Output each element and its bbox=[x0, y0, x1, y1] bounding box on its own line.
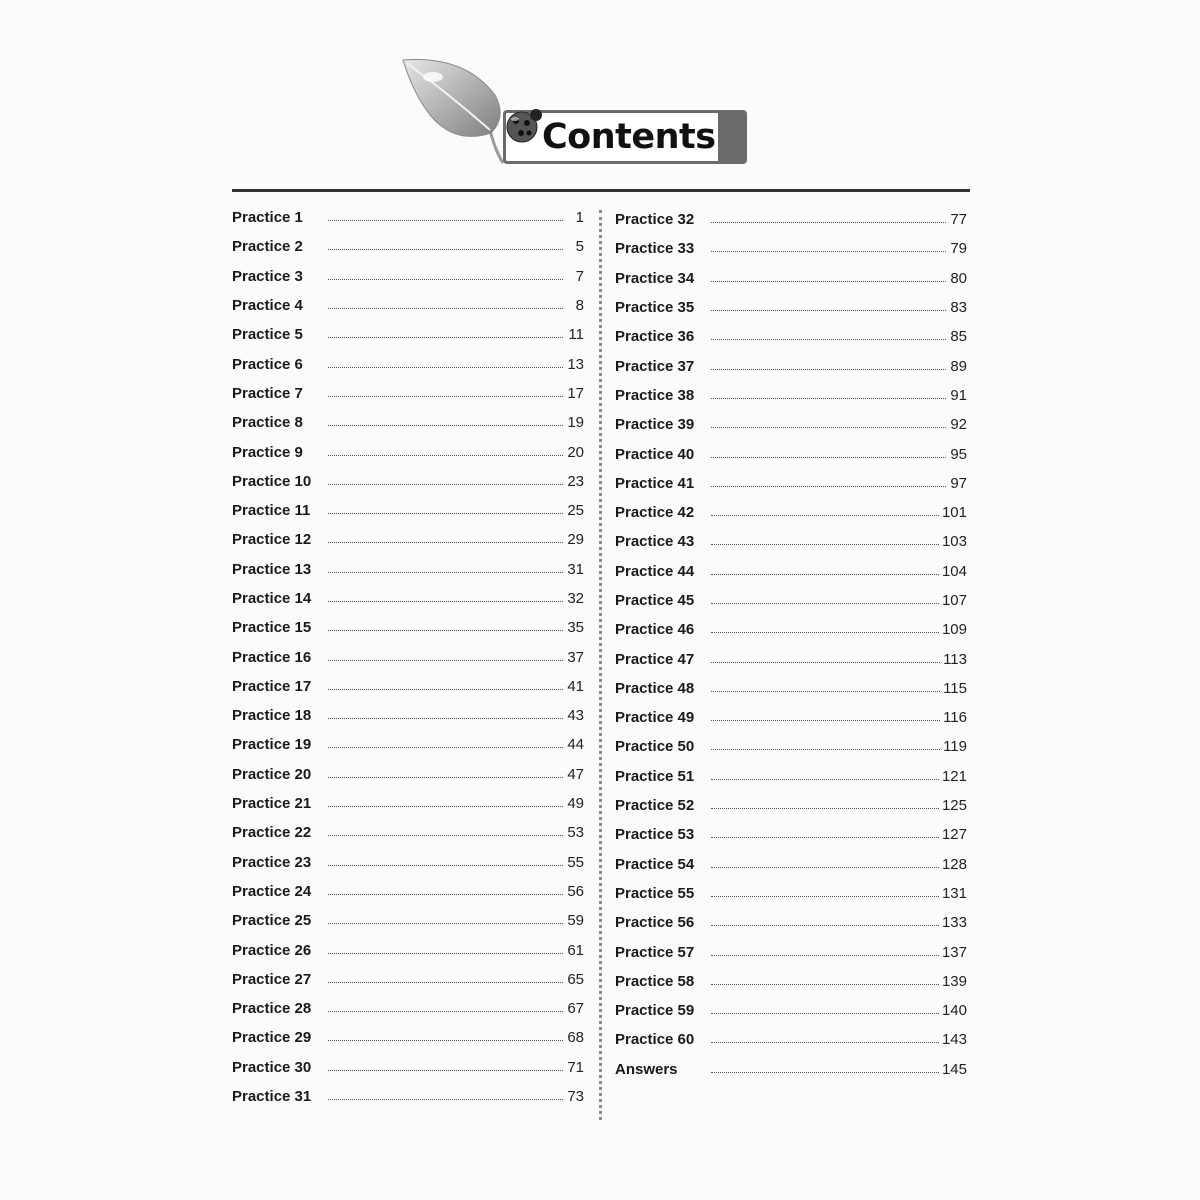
toc-entry[interactable] bbox=[232, 408, 584, 437]
dot-leader bbox=[711, 779, 939, 780]
header-rule bbox=[232, 189, 970, 192]
toc-entry-label: Practice 6 bbox=[232, 355, 303, 373]
contents-column-right bbox=[615, 205, 967, 1084]
dot-leader bbox=[328, 337, 563, 338]
toc-entry[interactable] bbox=[232, 613, 584, 642]
toc-entry[interactable] bbox=[232, 349, 584, 378]
toc-entry-label: Practice 53 bbox=[615, 826, 695, 844]
toc-entry-label: Practice 47 bbox=[615, 650, 695, 668]
dot-leader bbox=[711, 925, 939, 926]
toc-entry[interactable] bbox=[615, 850, 967, 879]
toc-entry[interactable] bbox=[232, 203, 584, 232]
dot-leader bbox=[711, 837, 939, 838]
toc-entry-label: Practice 24 bbox=[232, 882, 312, 900]
dot-leader bbox=[711, 955, 939, 956]
toc-entry[interactable] bbox=[615, 439, 967, 468]
dot-leader bbox=[328, 1011, 563, 1012]
toc-entry-page-number: 73 bbox=[567, 1088, 584, 1106]
toc-entry[interactable] bbox=[232, 1023, 584, 1052]
toc-entry-page-number: 80 bbox=[950, 269, 967, 287]
toc-entry-label: Practice 16 bbox=[232, 648, 312, 666]
toc-entry-page-number: 101 bbox=[941, 504, 967, 522]
dot-leader bbox=[328, 484, 563, 485]
dot-leader bbox=[711, 896, 939, 897]
toc-entry[interactable] bbox=[232, 672, 584, 701]
toc-entry-page-number: 5 bbox=[575, 238, 584, 256]
dot-leader bbox=[711, 720, 940, 721]
toc-entry-page-number: 53 bbox=[567, 824, 584, 842]
toc-entry[interactable] bbox=[615, 967, 967, 996]
toc-entry-page-number: 7 bbox=[575, 267, 584, 285]
toc-entry-label: Practice 1 bbox=[232, 209, 303, 227]
toc-entry-label: Practice 22 bbox=[232, 824, 312, 842]
toc-entry-label: Practice 54 bbox=[615, 855, 695, 873]
toc-entry-label: Practice 39 bbox=[615, 416, 695, 434]
toc-entry-page-number: 19 bbox=[567, 414, 584, 432]
toc-entry[interactable] bbox=[232, 848, 584, 877]
toc-entry[interactable] bbox=[232, 291, 584, 320]
toc-entry[interactable] bbox=[232, 730, 584, 759]
dot-leader bbox=[711, 222, 946, 223]
toc-entry[interactable] bbox=[232, 525, 584, 554]
toc-entry-page-number: 107 bbox=[941, 592, 967, 609]
toc-entry[interactable] bbox=[232, 262, 584, 291]
dot-leader bbox=[328, 425, 563, 426]
title-box-shade bbox=[718, 113, 744, 161]
toc-entry-label: Practice 34 bbox=[615, 269, 695, 287]
toc-entry-label: Practice 55 bbox=[615, 884, 695, 902]
dot-leader bbox=[328, 777, 563, 778]
dot-leader bbox=[328, 308, 563, 309]
dot-leader bbox=[328, 835, 563, 836]
toc-entry[interactable] bbox=[615, 381, 967, 410]
toc-entry-label: Practice 36 bbox=[615, 328, 695, 346]
dot-leader bbox=[711, 867, 939, 868]
dot-leader bbox=[328, 630, 563, 631]
dot-leader bbox=[711, 749, 940, 750]
toc-entry[interactable] bbox=[615, 908, 967, 937]
toc-entry[interactable] bbox=[232, 994, 584, 1023]
toc-entry[interactable] bbox=[232, 760, 584, 789]
toc-entry-label: Practice 49 bbox=[615, 709, 695, 727]
toc-entry-label: Practice 56 bbox=[615, 914, 695, 932]
dot-leader bbox=[328, 1040, 563, 1041]
toc-entry-page-number: 79 bbox=[950, 240, 967, 258]
dot-leader bbox=[711, 808, 939, 809]
toc-entry-page-number: 41 bbox=[567, 677, 584, 695]
dot-leader bbox=[711, 691, 940, 692]
dot-leader bbox=[328, 923, 563, 924]
toc-entry[interactable] bbox=[232, 642, 584, 671]
toc-entry[interactable] bbox=[615, 557, 967, 586]
toc-entry[interactable] bbox=[615, 791, 967, 820]
toc-entry-label: Practice 33 bbox=[615, 240, 695, 258]
contents-header bbox=[395, 55, 755, 175]
toc-entry-page-number: 59 bbox=[567, 912, 584, 930]
toc-entry[interactable] bbox=[615, 527, 967, 556]
toc-entry-label: Practice 58 bbox=[615, 972, 695, 990]
toc-entry-page-number: 55 bbox=[567, 853, 584, 871]
toc-entry-label: Practice 48 bbox=[615, 679, 695, 697]
toc-entry-label: Practice 12 bbox=[232, 531, 312, 549]
toc-entry[interactable] bbox=[232, 906, 584, 935]
dot-leader bbox=[711, 544, 939, 545]
toc-entry-page-number: 116 bbox=[943, 709, 967, 727]
toc-entry-page-number: 32 bbox=[567, 590, 584, 607]
toc-entry-label: Practice 25 bbox=[232, 912, 312, 930]
toc-entry[interactable] bbox=[232, 232, 584, 261]
toc-entry-page-number: 121 bbox=[941, 767, 967, 785]
dot-leader bbox=[711, 632, 939, 633]
dot-leader bbox=[328, 249, 563, 250]
toc-entry-page-number: 77 bbox=[950, 211, 967, 229]
toc-entry-label: Practice 18 bbox=[232, 707, 312, 725]
dot-leader bbox=[328, 279, 563, 280]
dot-leader bbox=[328, 601, 563, 602]
toc-entry-label: Practice 29 bbox=[232, 1029, 312, 1047]
dot-leader bbox=[711, 310, 946, 311]
toc-entry[interactable] bbox=[615, 732, 967, 761]
toc-entry-label: Practice 13 bbox=[232, 560, 312, 578]
dot-leader bbox=[328, 367, 563, 368]
toc-entry[interactable] bbox=[615, 351, 967, 380]
toc-entry-label: Practice 41 bbox=[615, 474, 695, 492]
toc-entry-label: Practice 4 bbox=[232, 297, 303, 315]
toc-entry[interactable] bbox=[615, 674, 967, 703]
toc-entry[interactable] bbox=[232, 379, 584, 408]
toc-entry-page-number: 8 bbox=[575, 297, 584, 315]
toc-entry-page-number: 61 bbox=[567, 941, 584, 959]
toc-entry-label: Practice 8 bbox=[232, 414, 303, 432]
toc-entry-label: Practice 30 bbox=[232, 1058, 312, 1076]
toc-entry-page-number: 97 bbox=[950, 474, 967, 492]
toc-entry-label: Practice 40 bbox=[615, 445, 695, 463]
toc-entry[interactable] bbox=[232, 818, 584, 847]
toc-entry[interactable] bbox=[232, 467, 584, 496]
toc-entry[interactable] bbox=[232, 789, 584, 818]
toc-entry-page-number: 104 bbox=[941, 562, 967, 580]
dot-leader bbox=[328, 1099, 563, 1100]
toc-entry[interactable] bbox=[615, 615, 967, 644]
toc-entry-label: Practice 7 bbox=[232, 384, 303, 402]
toc-entry-page-number: 25 bbox=[567, 502, 584, 520]
toc-entry-page-number: 29 bbox=[567, 531, 584, 549]
toc-entry-label: Practice 35 bbox=[615, 299, 695, 317]
toc-entry-page-number: 47 bbox=[567, 765, 584, 783]
toc-entry-page-number: 140 bbox=[941, 1002, 967, 1020]
toc-entry-label: Practice 26 bbox=[232, 941, 312, 959]
dot-leader bbox=[711, 574, 939, 575]
toc-entry[interactable] bbox=[232, 935, 584, 964]
toc-entry[interactable] bbox=[615, 879, 967, 908]
toc-entry-page-number: 113 bbox=[943, 650, 967, 668]
dot-leader bbox=[711, 486, 946, 487]
toc-entry-page-number: 35 bbox=[567, 619, 584, 637]
dot-leader bbox=[328, 1070, 563, 1071]
toc-entry-page-number: 109 bbox=[941, 621, 967, 639]
toc-entry[interactable] bbox=[615, 937, 967, 966]
page-title: Contents bbox=[542, 117, 716, 157]
toc-entry-page-number: 103 bbox=[941, 533, 967, 551]
toc-entry-page-number: 131 bbox=[941, 884, 967, 902]
dot-leader bbox=[328, 660, 563, 661]
toc-entry-label: Practice 10 bbox=[232, 472, 312, 490]
dot-leader bbox=[328, 953, 563, 954]
contents-column-left bbox=[232, 203, 584, 1111]
dot-leader bbox=[328, 542, 563, 543]
toc-entry-page-number: 23 bbox=[567, 472, 584, 490]
dot-leader bbox=[328, 572, 563, 573]
toc-entry-label: Practice 57 bbox=[615, 943, 695, 961]
dot-leader bbox=[711, 251, 946, 252]
toc-entry[interactable] bbox=[232, 437, 584, 466]
toc-entry-label: Practice 44 bbox=[615, 562, 695, 580]
toc-entry[interactable] bbox=[615, 820, 967, 849]
toc-entry-page-number: 115 bbox=[943, 679, 967, 697]
dot-leader bbox=[711, 515, 939, 516]
toc-entry-label: Practice 31 bbox=[232, 1088, 312, 1106]
toc-entry-label: Practice 28 bbox=[232, 1000, 312, 1018]
toc-entry-label: Practice 32 bbox=[615, 211, 695, 229]
toc-entry-label: Practice 2 bbox=[232, 238, 303, 256]
dot-leader bbox=[328, 455, 563, 456]
toc-entry[interactable] bbox=[615, 703, 967, 732]
toc-entry-page-number: 67 bbox=[567, 1000, 584, 1018]
toc-entry-page-number: 44 bbox=[567, 736, 584, 754]
dot-leader bbox=[328, 982, 563, 983]
dot-leader bbox=[328, 220, 563, 221]
dot-leader bbox=[711, 339, 946, 340]
toc-entry[interactable] bbox=[615, 762, 967, 791]
toc-entry-label: Practice 11 bbox=[232, 502, 311, 520]
toc-entry-label: Practice 21 bbox=[232, 795, 312, 813]
toc-entry[interactable] bbox=[615, 234, 967, 263]
toc-entry-page-number: 11 bbox=[568, 326, 584, 344]
dot-leader bbox=[328, 513, 563, 514]
toc-entry[interactable] bbox=[615, 410, 967, 439]
dot-leader bbox=[711, 1072, 939, 1073]
toc-entry-label: Practice 38 bbox=[615, 386, 695, 404]
dot-leader bbox=[328, 747, 563, 748]
dot-leader bbox=[328, 396, 563, 397]
toc-entry-page-number: 43 bbox=[567, 707, 584, 725]
dot-leader bbox=[711, 369, 946, 370]
toc-entry[interactable] bbox=[615, 469, 967, 498]
toc-entry[interactable] bbox=[232, 1053, 584, 1082]
toc-entry-page-number: 125 bbox=[941, 797, 967, 815]
dot-leader bbox=[328, 689, 563, 690]
dot-leader bbox=[711, 398, 946, 399]
toc-entry-page-number: 139 bbox=[941, 972, 967, 990]
dot-leader bbox=[711, 1042, 939, 1043]
toc-entry-page-number: 20 bbox=[567, 443, 584, 461]
column-divider bbox=[599, 210, 602, 1120]
toc-entry-page-number: 1 bbox=[575, 209, 584, 227]
toc-entry-page-number: 92 bbox=[950, 416, 967, 434]
toc-entry-page-number: 143 bbox=[941, 1031, 967, 1049]
toc-entry[interactable] bbox=[232, 1082, 584, 1111]
toc-entry-label: Practice 52 bbox=[615, 797, 695, 815]
toc-entry[interactable] bbox=[232, 584, 584, 613]
toc-entry-label: Practice 45 bbox=[615, 592, 695, 609]
toc-entry-label: Practice 15 bbox=[232, 619, 312, 637]
toc-entry[interactable] bbox=[615, 996, 967, 1025]
toc-entry-page-number: 137 bbox=[941, 943, 967, 961]
toc-entry-page-number: 127 bbox=[941, 826, 967, 844]
toc-entry[interactable] bbox=[615, 586, 967, 615]
toc-entry-page-number: 13 bbox=[567, 355, 584, 373]
toc-entry-page-number: 71 bbox=[567, 1058, 584, 1076]
toc-entry-label: Practice 60 bbox=[615, 1031, 695, 1049]
toc-entry[interactable] bbox=[615, 264, 967, 293]
dot-leader bbox=[711, 603, 939, 604]
dot-leader bbox=[328, 894, 563, 895]
toc-entry-label: Practice 42 bbox=[615, 504, 695, 522]
title-box bbox=[503, 110, 747, 164]
toc-entry[interactable] bbox=[232, 877, 584, 906]
dot-leader bbox=[328, 806, 563, 807]
toc-entry-page-number: 56 bbox=[567, 882, 584, 900]
toc-entry-label: Practice 3 bbox=[232, 267, 303, 285]
toc-entry-page-number: 17 bbox=[567, 384, 584, 402]
toc-entry[interactable] bbox=[615, 1055, 967, 1084]
dot-leader bbox=[711, 427, 946, 428]
dot-leader bbox=[711, 281, 946, 282]
toc-entry-page-number: 37 bbox=[567, 648, 584, 666]
toc-entry-label: Practice 46 bbox=[615, 621, 695, 639]
toc-entry-label: Practice 43 bbox=[615, 533, 695, 551]
toc-entry-page-number: 83 bbox=[950, 299, 967, 317]
toc-entry[interactable] bbox=[615, 293, 967, 322]
toc-entry-label: Practice 59 bbox=[615, 1002, 695, 1020]
toc-entry-label: Practice 20 bbox=[232, 765, 312, 783]
toc-entry[interactable] bbox=[615, 205, 967, 234]
toc-entry-label: Practice 51 bbox=[615, 767, 695, 785]
toc-entry-page-number: 31 bbox=[567, 560, 584, 578]
toc-entry-page-number: 128 bbox=[941, 855, 967, 873]
dot-leader bbox=[711, 662, 940, 663]
toc-entry[interactable] bbox=[232, 320, 584, 349]
toc-entry-page-number: 85 bbox=[950, 328, 967, 346]
toc-entry-page-number: 133 bbox=[941, 914, 967, 932]
dot-leader bbox=[328, 865, 563, 866]
toc-entry-page-number: 49 bbox=[567, 795, 584, 813]
toc-entry-label: Practice 14 bbox=[232, 590, 312, 607]
toc-entry[interactable] bbox=[615, 322, 967, 351]
toc-entry-page-number: 65 bbox=[567, 970, 584, 988]
toc-entry-page-number: 91 bbox=[950, 386, 967, 404]
toc-entry-label: Practice 27 bbox=[232, 970, 312, 988]
dot-leader bbox=[711, 457, 946, 458]
toc-entry-label: Answers bbox=[615, 1060, 678, 1078]
toc-entry-page-number: 145 bbox=[941, 1060, 967, 1078]
toc-entry[interactable] bbox=[232, 965, 584, 994]
toc-entry-label: Practice 23 bbox=[232, 853, 312, 871]
toc-entry[interactable] bbox=[232, 701, 584, 730]
toc-entry-label: Practice 19 bbox=[232, 736, 312, 754]
toc-entry-label: Practice 37 bbox=[615, 357, 695, 375]
dot-leader bbox=[711, 1013, 939, 1014]
dot-leader bbox=[328, 718, 563, 719]
toc-entry-label: Practice 5 bbox=[232, 326, 303, 344]
toc-entry[interactable] bbox=[615, 498, 967, 527]
toc-entry-label: Practice 17 bbox=[232, 677, 312, 695]
toc-entry-page-number: 119 bbox=[943, 738, 967, 756]
toc-entry[interactable] bbox=[232, 555, 584, 584]
dot-leader bbox=[711, 984, 939, 985]
toc-entry-page-number: 95 bbox=[950, 445, 967, 463]
toc-entry[interactable] bbox=[615, 1025, 967, 1054]
toc-entry-label: Practice 9 bbox=[232, 443, 303, 461]
toc-entry-page-number: 89 bbox=[950, 357, 967, 375]
toc-entry-label: Practice 50 bbox=[615, 738, 695, 756]
toc-entry-page-number: 68 bbox=[567, 1029, 584, 1047]
toc-entry[interactable] bbox=[615, 644, 967, 673]
toc-entry[interactable] bbox=[232, 496, 584, 525]
